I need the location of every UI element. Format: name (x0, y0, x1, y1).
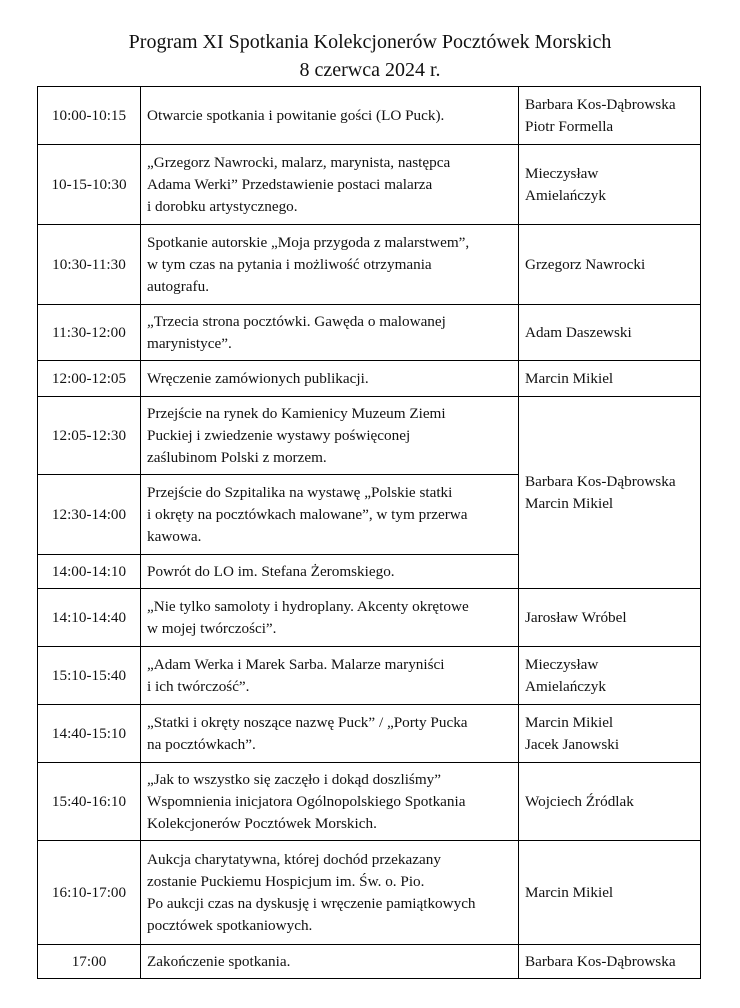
table-row (38, 145, 701, 225)
program-table (37, 86, 701, 979)
description-cell: Zakończenie spotkania. (141, 945, 519, 979)
time-cell: 14:40-15:10 (38, 705, 141, 763)
time-cell: 15:40-16:10 (38, 763, 141, 841)
time-cell: 12:30-14:00 (38, 475, 141, 555)
presenter-cell: Wojciech Źródlak (519, 763, 701, 841)
table-row (38, 225, 701, 305)
table-row (38, 589, 701, 647)
time-cell: 15:10-15:40 (38, 647, 141, 705)
presenter-cell: Adam Daszewski (519, 305, 701, 361)
program-date: 8 czerwca 2024 r. (299, 59, 441, 81)
time-cell: 12:05-12:30 (38, 397, 141, 475)
table-row (38, 841, 701, 945)
presenter-cell: Marcin Mikiel Jacek Janowski (519, 705, 701, 763)
time-cell: 10:30-11:30 (38, 225, 141, 305)
table-row (38, 705, 701, 763)
time-cell: 10-15-10:30 (38, 145, 141, 225)
time-cell: 14:00-14:10 (38, 555, 141, 589)
table-row (38, 647, 701, 705)
description-cell: „Jak to wszystko się zaczęło i dokąd doszliśmy” Wspomnienia inicjatora Ogólnopolskiego Spotkania Kolekcjonerów Pocztówek Morskich. (141, 763, 519, 841)
time-cell: 12:00-12:05 (38, 361, 141, 397)
description-cell: „Trzecia strona pocztówki. Gawęda o malowanej marynistyce”. (141, 305, 519, 361)
description-cell: Przejście do Szpitalika na wystawę „Polskie statki i okręty na pocztówkach malowane”, w tym przerwa kawowa. (141, 475, 519, 555)
time-cell: 10:00-10:15 (38, 87, 141, 145)
time-cell: 11:30-12:00 (38, 305, 141, 361)
program-title: Program XI Spotkania Kolekcjonerów Pocztówek Morskich (128, 31, 612, 53)
document-title (0, 28, 740, 84)
presenter-cell: Marcin Mikiel (519, 361, 701, 397)
description-cell: Przejście na rynek do Kamienicy Muzeum Ziemi Puckiej i zwiedzenie wystawy poświęconej zaślubinom Polski z morzem. (141, 397, 519, 475)
table-row (38, 305, 701, 361)
description-cell: Spotkanie autorskie „Moja przygoda z malarstwem”, w tym czas na pytania i możliwość otrzymania autografu. (141, 225, 519, 305)
table-row (38, 87, 701, 145)
description-cell: Wręczenie zamówionych publikacji. (141, 361, 519, 397)
description-cell: „Nie tylko samoloty i hydroplany. Akcenty okrętowe w mojej twórczości”. (141, 589, 519, 647)
description-cell: „Grzegorz Nawrocki, malarz, marynista, następca Adama Werki” Przedstawienie postaci malarza i dorobku artystycznego. (141, 145, 519, 225)
presenter-cell: Jarosław Wróbel (519, 589, 701, 647)
time-cell: 14:10-14:40 (38, 589, 141, 647)
table-row (38, 763, 701, 841)
presenter-cell: Barbara Kos-Dąbrowska Marcin Mikiel (519, 397, 701, 589)
presenter-cell: Mieczysław Amielańczyk (519, 647, 701, 705)
presenter-cell: Grzegorz Nawrocki (519, 225, 701, 305)
table-row (38, 397, 701, 475)
description-cell: Otwarcie spotkania i powitanie gości (LO Puck). (141, 87, 519, 145)
description-cell: Aukcja charytatywna, której dochód przekazany zostanie Puckiemu Hospicjum im. Św. o. Pio. Po aukcji czas na dyskusję i wręczenie pamiątkowych pocztówek spotkaniowych. (141, 841, 519, 945)
description-cell: „Statki i okręty noszące nazwę Puck” / „Porty Pucka na pocztówkach”. (141, 705, 519, 763)
presenter-cell: Mieczysław Amielańczyk (519, 145, 701, 225)
presenter-cell: Barbara Kos-Dąbrowska Piotr Formella (519, 87, 701, 145)
presenter-cell: Barbara Kos-Dąbrowska (519, 945, 701, 979)
presenter-cell: Marcin Mikiel (519, 841, 701, 945)
description-cell: Powrót do LO im. Stefana Żeromskiego. (141, 555, 519, 589)
time-cell: 17:00 (38, 945, 141, 979)
time-cell: 16:10-17:00 (38, 841, 141, 945)
table-row (38, 361, 701, 397)
description-cell: „Adam Werka i Marek Sarba. Malarze maryniści i ich twórczość”. (141, 647, 519, 705)
table-row (38, 945, 701, 979)
